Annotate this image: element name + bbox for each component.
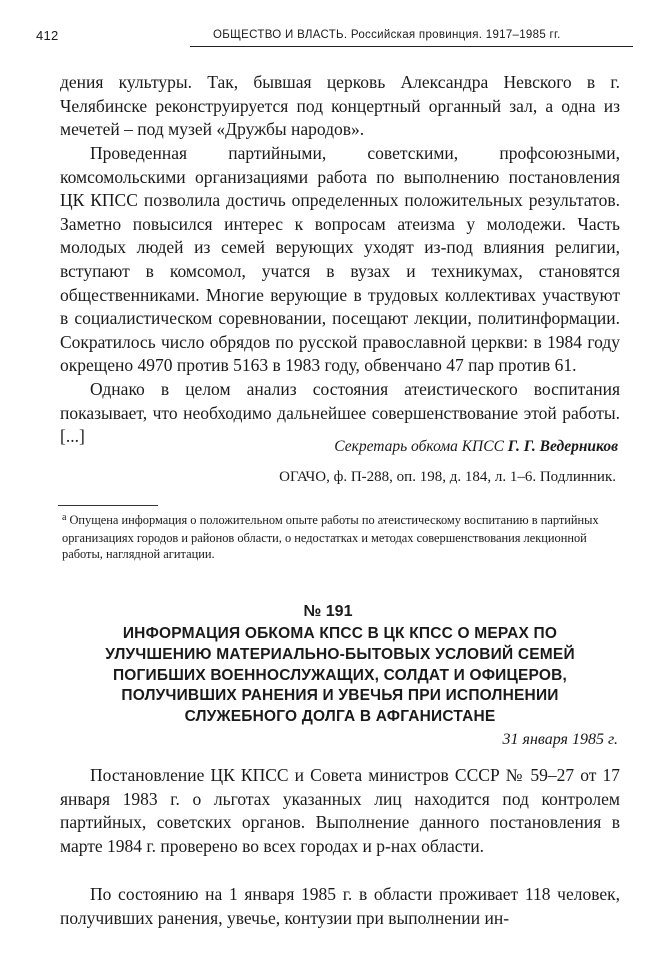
footnote	[62, 512, 617, 563]
running-title: ОБЩЕСТВО И ВЛАСТЬ. Российская провинция. 1917–1985 гг.	[213, 29, 561, 41]
document-paragraph-resolution: Постановление ЦК КПСС и Совета министров СССР № 59–27 от 17 января 1983 г. о льготах указанных лиц находится под контролем партийных, советских органов. Выполнение данного постановления в марте 1984 г. проверено во всех городах и р-нах области.	[60, 765, 620, 856]
document-title: ИНФОРМАЦИЯ ОБКОМА КПСС В ЦК КПСС О МЕРАХ ПО УЛУЧШЕНИЮ МАТЕРИАЛЬНО-БЫТОВЫХ УСЛОВИЙ СЕМЕЙ ПОГИБШИХ ВОЕННОСЛУЖАЩИХ, СОЛДАТ И ОФИЦЕРОВ, ПОЛУЧИВШИХ РАНЕНИЯ И УВЕЧЬЯ ПРИ ИСПОЛНЕНИИ СЛУЖЕБНОГО ДОЛГА В АФГАНИСТАНЕ	[105, 625, 575, 726]
footnote-marker: а	[62, 512, 67, 523]
paragraph-continuation: дения культуры. Так, бывшая церковь Александра Невского в г. Челябинске реконструируется под концертный органный зал, а одна из мечетей – под музей «Дружбы народов».	[60, 72, 620, 140]
signature	[60, 438, 618, 456]
page-number: 412	[36, 28, 59, 43]
footnote-text: Опущена информация о положительном опыте работы по атеистическому воспитанию в партийных организациях городов и районов области, о недостатках и методах совершенствования лекционной работы, наглядной агитации.	[62, 513, 599, 562]
signature-name: Г. Г. Ведерников	[507, 438, 618, 455]
document-date: 31 января 1985 г.	[502, 731, 618, 748]
archive-reference: ОГАЧО, ф. П-288, оп. 198, д. 184, л. 1–6. Подлинник.	[279, 469, 616, 485]
page-header	[18, 28, 618, 48]
document-paragraph-status: По состоянию на 1 января 1985 г. в области проживает 118 человек, получивших ранения, увечье, контузии при выполнении ин-	[60, 884, 620, 928]
paragraph-conclusion: Однако в целом анализ состояния атеистического воспитания показывает, что необходимо дальнейшее совершенствование этой работы. [...]	[60, 379, 620, 447]
document-number: № 191	[303, 603, 353, 620]
footnote-rule	[58, 505, 158, 506]
header-rule	[190, 46, 633, 47]
signature-position: Секретарь обкома КПСС	[334, 438, 504, 455]
paragraph-results: Проведенная партийными, советскими, профсоюзными, комсомольскими организациями работа по выполнению постановления ЦК КПСС позволила достичь определенных положительных результатов. Заметно повысился интерес к вопросам атеизма у молодежи. Часть молодых людей из семей верующих уходят из-под влияния религии, вступают в комсомол, учатся в вузах и техникумах, становятся общественниками. Многие верующие в трудовых коллективах участвуют в социалистическом соревновании, посещают лекции, политинформации. Сократилось число обрядов по русской православной церкви: в 1984 году окрещено 4970 против 5163 в 1983 году, обвенчано 47 пар против 61.	[60, 143, 620, 376]
